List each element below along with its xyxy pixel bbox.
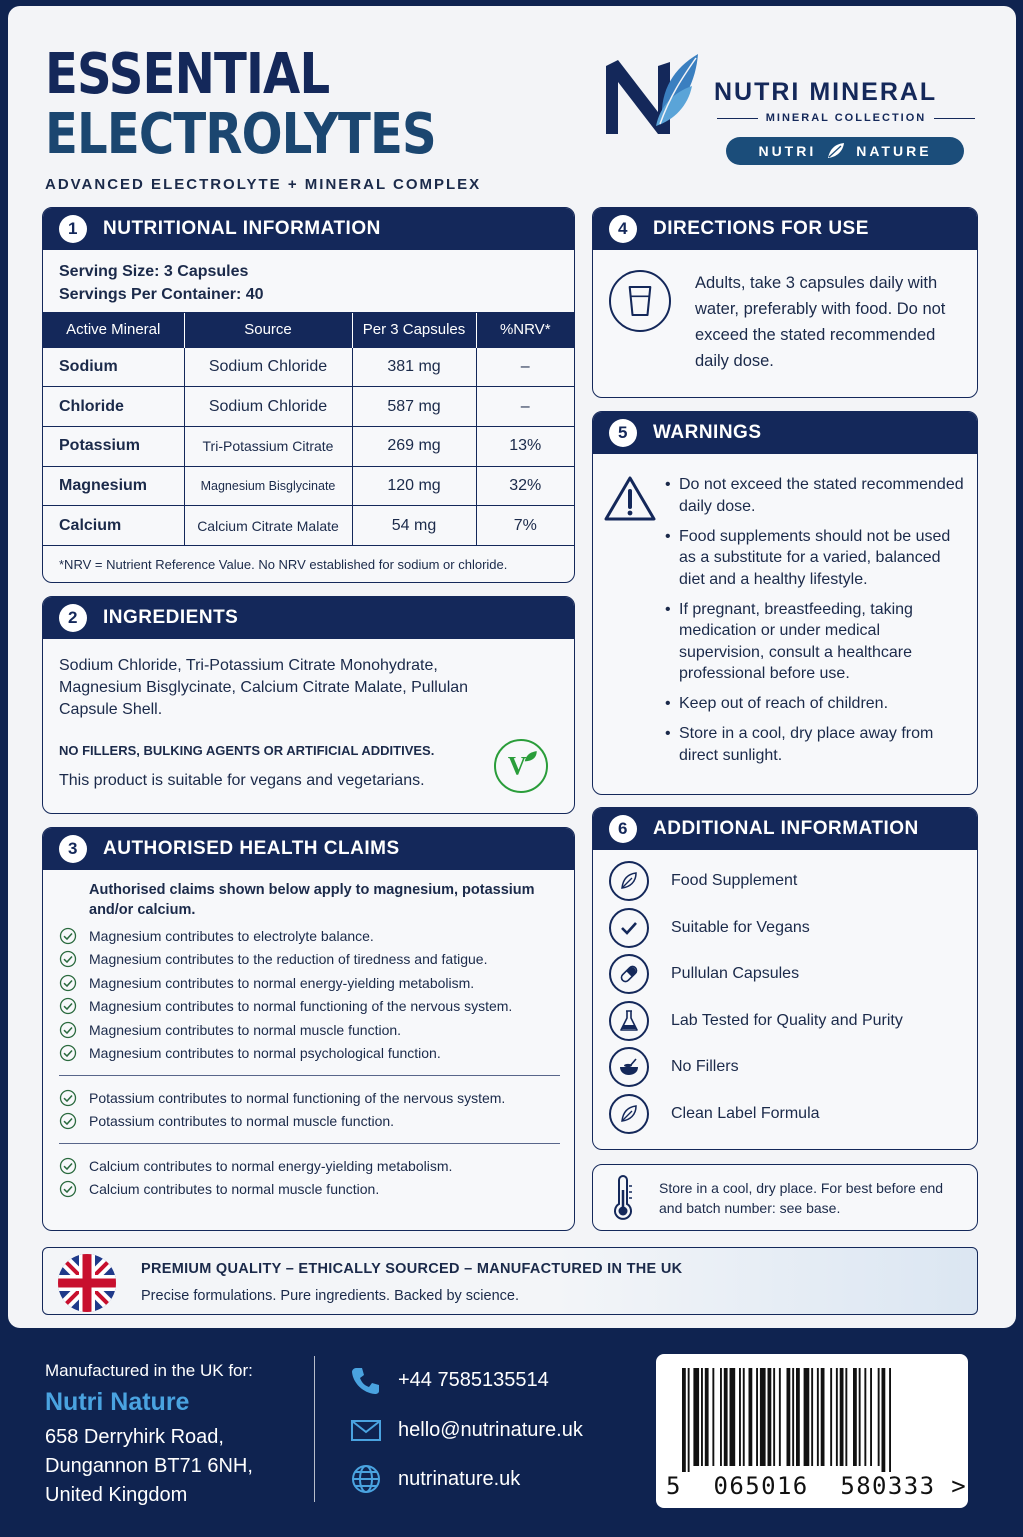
magnesium-claims [59, 924, 560, 1065]
vegan-statement: This product is suitable for vegans and vegetarians. [59, 772, 425, 789]
table-row [43, 426, 574, 466]
additional-info-label: Food Supplement [671, 872, 798, 890]
amount-cell: 587 mg [352, 387, 476, 427]
brand-name: NUTRI MINERAL [714, 78, 938, 106]
nrv-cell: 13% [476, 426, 574, 466]
title-line-1: ESSENTIAL [45, 42, 330, 107]
additional-info-item [609, 1044, 977, 1091]
thermometer-icon [609, 1174, 637, 1222]
check-circle-icon [59, 927, 77, 945]
water-glass-icon [609, 270, 671, 332]
ingredients-header [43, 597, 574, 639]
address-line: Dungannon BT71 6NH, [45, 1455, 253, 1477]
column-header: Per 3 Capsules [352, 313, 476, 347]
nrv-cell: – [476, 387, 574, 427]
warning-item: • Food supplements should not be used as a substitute for a varied, balanced diet and a healthy lifestyle. [665, 526, 967, 591]
address-line: 658 Derryhirk Road, [45, 1426, 224, 1448]
warnings-list [665, 474, 967, 766]
table-row [43, 347, 574, 387]
claim-text: Calcium contributes to normal muscle function. [89, 1181, 380, 1198]
mineral-cell: Chloride [43, 387, 184, 427]
website-contact[interactable] [350, 1463, 520, 1495]
mineral-cell: Sodium [43, 347, 184, 387]
amount-cell: 269 mg [352, 426, 476, 466]
flask-icon [609, 1001, 649, 1041]
ingredients-list: Sodium Chloride, Tri-Potassium Citrate Monohydrate, Magnesium Bisglycinate, Calcium Citrate Malate, Pullulan Capsule Shell. [59, 657, 469, 718]
storage-text: Store in a cool, dry place. For best before end and batch number: see base. [659, 1179, 944, 1216]
check-circle-icon [59, 1157, 77, 1175]
section-number: 5 [609, 419, 637, 447]
barcode-bars [670, 1368, 954, 1472]
additional-info-item [609, 998, 977, 1045]
section-number: 1 [59, 215, 87, 243]
additional-info-label: Suitable for Vegans [671, 918, 810, 936]
storage-body [593, 1165, 977, 1230]
divider [59, 1075, 560, 1076]
divider [59, 1143, 560, 1144]
table-row [43, 466, 574, 506]
check-circle-icon [59, 1112, 77, 1130]
additional-header [593, 808, 977, 850]
claim-item [59, 924, 560, 948]
directions-body [593, 250, 977, 394]
uk-quality-banner [42, 1247, 978, 1315]
section-title: ADDITIONAL INFORMATION [653, 818, 919, 839]
claim-text: Magnesium contributes to normal energy-yielding metabolism. [89, 974, 475, 991]
claims-intro: Authorised claims shown below apply to magnesium, potassium and/or calcium. [89, 882, 535, 918]
warning-item: • Do not exceed the stated recommended daily dose. [665, 474, 967, 517]
claim-text: Magnesium contributes to electrolyte balance. [89, 927, 374, 944]
claim-item [59, 1110, 560, 1134]
serving-size: Serving Size: 3 Capsules [59, 263, 249, 280]
source-cell: Tri-Potassium Citrate [184, 426, 352, 466]
claim-item [59, 1154, 560, 1178]
nutrition-table [43, 313, 574, 545]
additional-info-item [609, 858, 977, 905]
manufactured-for: Manufactured in the UK for: [45, 1361, 253, 1380]
leaf-icon [609, 1094, 649, 1134]
claim-text: Potassium contributes to normal functioning of the nervous system. [89, 1089, 506, 1106]
address-line: United Kingdom [45, 1484, 188, 1506]
email-contact[interactable] [350, 1414, 583, 1446]
amount-cell: 381 mg [352, 347, 476, 387]
capsule-icon [609, 954, 649, 994]
additional-info-item [609, 905, 977, 952]
barcode-number: 5 065016 580333 > [666, 1472, 968, 1500]
amount-cell: 120 mg [352, 466, 476, 506]
ingredients-panel [42, 596, 575, 814]
warnings-panel [592, 411, 978, 795]
source-cell: Magnesium Bisglycinate [184, 466, 352, 506]
section-number: 4 [609, 215, 637, 243]
column-header: Source [184, 313, 352, 347]
svg-text:V: V [507, 751, 527, 781]
claim-item [59, 1042, 560, 1066]
check-circle-icon [59, 950, 77, 968]
directions-text: Adults, take 3 capsules daily with water, preferably with food. Do not exceed the stated recommended daily dose. [695, 274, 946, 370]
bowl-icon [609, 1047, 649, 1087]
claim-item [59, 971, 560, 995]
claim-item [59, 995, 560, 1019]
storage-panel [592, 1164, 978, 1231]
brand-n-leaf-icon [600, 50, 700, 140]
website-url: nutrinature.uk [398, 1467, 521, 1490]
nrv-cell: – [476, 347, 574, 387]
phone-contact[interactable] [350, 1364, 549, 1396]
company-name: Nutri Nature [45, 1388, 190, 1416]
check-circle-icon [59, 1180, 77, 1198]
warning-item: • Keep out of reach of children. [665, 693, 967, 715]
phone-icon [350, 1364, 382, 1396]
checkmark-icon [609, 908, 649, 948]
envelope-icon [350, 1414, 382, 1446]
claim-item [59, 1018, 560, 1042]
amount-cell: 54 mg [352, 506, 476, 546]
additional-info-label: Clean Label Formula [671, 1104, 820, 1122]
additional-info-item [609, 1091, 977, 1138]
nrv-cell: 32% [476, 466, 574, 506]
brand-collection: MINERAL COLLECTION [717, 112, 975, 124]
section-number: 2 [59, 604, 87, 632]
mineral-cell: Magnesium [43, 466, 184, 506]
claim-text: Calcium contributes to normal energy-yielding metabolism. [89, 1157, 453, 1174]
column-header: Active Mineral [43, 313, 184, 347]
banner-tagline: Precise formulations. Pure ingredients. Backed by science. [141, 1288, 519, 1304]
potassium-claims [59, 1086, 560, 1133]
check-circle-icon [59, 1021, 77, 1039]
additional-info-item [609, 951, 977, 998]
product-subtitle: ADVANCED ELECTROLYTE + MINERAL COMPLEX [45, 176, 482, 193]
email-address: hello@nutrinature.uk [398, 1418, 583, 1441]
claim-item [59, 1086, 560, 1110]
section-title: AUTHORISED HEALTH CLAIMS [103, 838, 400, 859]
check-circle-icon [59, 1044, 77, 1062]
directions-panel [592, 207, 978, 398]
company-address [45, 1423, 253, 1510]
claim-text: Potassium contributes to normal muscle function. [89, 1113, 395, 1130]
column-header: %NRV* [476, 313, 574, 347]
check-circle-icon [59, 997, 77, 1015]
nutrition-header [43, 208, 574, 250]
claim-text: Magnesium contributes to the reduction of tiredness and fatigue. [89, 951, 488, 968]
barcode [656, 1354, 968, 1508]
additional-info-list [593, 850, 977, 1137]
brand-logo-block [600, 50, 980, 170]
footer [0, 1330, 1023, 1537]
mineral-cell: Calcium [43, 506, 184, 546]
section-number: 3 [59, 835, 87, 863]
section-title: INGREDIENTS [103, 607, 239, 628]
additional-info-panel [592, 807, 978, 1150]
globe-icon [350, 1463, 382, 1495]
pill-right-text: NATURE [856, 143, 932, 159]
table-row [43, 506, 574, 546]
leaf-icon [609, 861, 649, 901]
servings-per-container: Servings Per Container: 40 [59, 286, 264, 303]
section-number: 6 [609, 815, 637, 843]
footer-divider [314, 1356, 315, 1502]
directions-header [593, 208, 977, 250]
serving-info [43, 250, 574, 313]
claims-body [43, 870, 574, 1201]
check-circle-icon [59, 1089, 77, 1107]
claim-item [59, 948, 560, 972]
warning-item: • If pregnant, breastfeeding, taking medication or under medical supervision, consult a healthcare professional before use. [665, 599, 967, 685]
warning-triangle-icon [603, 474, 657, 522]
no-fillers-statement: NO FILLERS, BULKING AGENTS OR ARTIFICIAL ADDITIVES. [59, 743, 435, 758]
mineral-cell: Potassium [43, 426, 184, 466]
warnings-header [593, 412, 977, 454]
section-title: WARNINGS [653, 422, 762, 443]
phone-number: +44 7585135514 [398, 1368, 549, 1391]
health-claims-panel [42, 827, 575, 1231]
title-line-2: ELECTROLYTES [45, 102, 436, 167]
claim-text: Magnesium contributes to normal psychological function. [89, 1045, 441, 1062]
source-cell: Sodium Chloride [184, 347, 352, 387]
claim-item [59, 1178, 560, 1202]
brand-pill [726, 137, 964, 165]
check-circle-icon [59, 974, 77, 992]
section-title: DIRECTIONS FOR USE [653, 218, 869, 239]
uk-flag-icon [58, 1254, 116, 1312]
source-cell: Sodium Chloride [184, 387, 352, 427]
leaf-icon [826, 142, 846, 160]
warning-item: • Store in a cool, dry place away from direct sunlight. [665, 723, 967, 766]
additional-info-label: Lab Tested for Quality and Purity [671, 1011, 903, 1029]
claim-text: Magnesium contributes to normal muscle function. [89, 1021, 402, 1038]
nrv-cell: 7% [476, 506, 574, 546]
vegan-badge-icon [494, 739, 548, 793]
table-row [43, 387, 574, 427]
calcium-claims [59, 1154, 560, 1201]
warnings-body [593, 454, 977, 766]
additional-info-label: Pullulan Capsules [671, 965, 800, 983]
section-title: NUTRITIONAL INFORMATION [103, 218, 381, 239]
source-cell: Calcium Citrate Malate [184, 506, 352, 546]
nutrition-panel [42, 207, 575, 583]
claims-header [43, 828, 574, 870]
nrv-footnote: *NRV = Nutrient Reference Value. No NRV established for sodium or chloride. [43, 545, 574, 581]
banner-headline: PREMIUM QUALITY – ETHICALLY SOURCED – MANUFACTURED IN THE UK [141, 1261, 683, 1277]
product-title [45, 42, 436, 167]
additional-info-label: No Fillers [671, 1058, 739, 1076]
claim-text: Magnesium contributes to normal functioning of the nervous system. [89, 998, 513, 1015]
pill-left-text: NUTRI [758, 143, 817, 159]
